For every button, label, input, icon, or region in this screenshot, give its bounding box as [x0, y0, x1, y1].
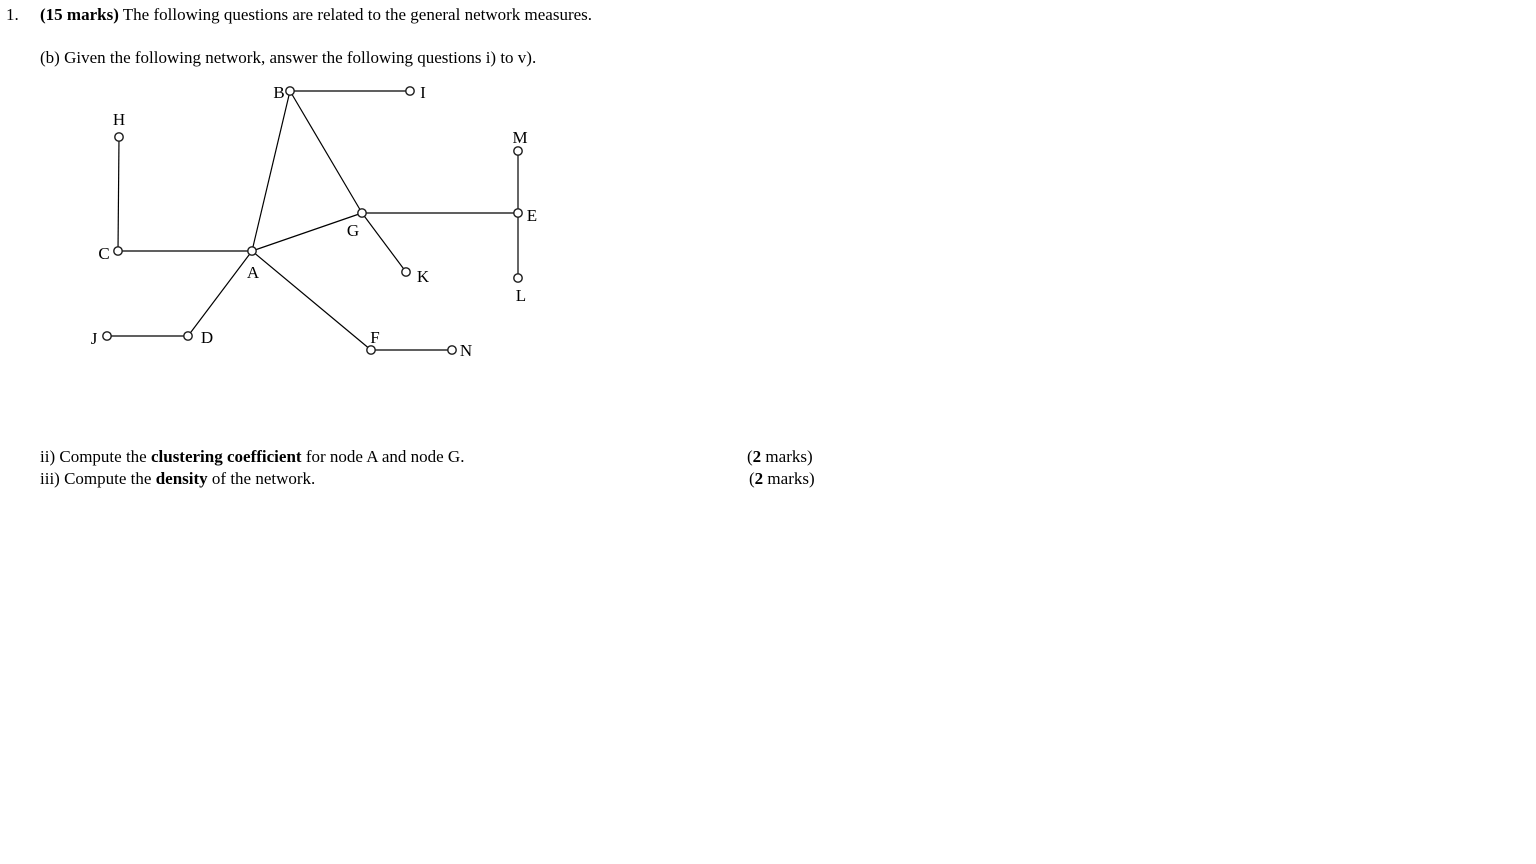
question-number: 1. [6, 5, 19, 24]
node-b [286, 87, 294, 95]
subquestion-iii-suffix: of the network. [207, 469, 316, 488]
node-label-g: G [346, 221, 360, 240]
subquestion-ii [40, 446, 464, 468]
subquestion-iii [40, 468, 315, 490]
node-label-h: H [112, 110, 126, 129]
node-j [103, 332, 111, 340]
node-label-f: F [370, 328, 380, 347]
subquestion-ii-marks [747, 446, 813, 468]
subquestion-ii-term: clustering coefficient [150, 447, 302, 466]
marks-iii-rest: marks) [763, 469, 815, 488]
node-k [402, 268, 410, 276]
subquestion-ii-suffix: for node A and node G. [301, 447, 465, 466]
node-label-i: I [420, 83, 426, 102]
marks-iii-number: 2 [754, 469, 764, 488]
question-marks: (15 marks) [40, 5, 119, 24]
edge-b-a [252, 91, 290, 251]
network-edges [107, 91, 518, 350]
edge-a-g [252, 213, 362, 251]
subquestion-iii-marks [749, 468, 815, 490]
node-label-a: A [246, 263, 260, 282]
question-header-text: The following questions are related to the general network measures. [118, 5, 593, 24]
network-diagram [0, 0, 700, 400]
node-a [248, 247, 256, 255]
edge-b-g [290, 91, 362, 213]
node-h [115, 133, 123, 141]
subquestion-ii-prefix: ii) Compute the [40, 447, 151, 466]
node-l [514, 274, 522, 282]
node-f [367, 346, 375, 354]
node-d [184, 332, 192, 340]
subquestion-iii-prefix: iii) Compute the [40, 469, 156, 488]
node-n [448, 346, 456, 354]
node-label-k: K [416, 267, 430, 286]
subquestion-iii-term: density [155, 469, 208, 488]
node-label-e: E [526, 206, 538, 225]
marks-ii-open: ( [747, 447, 753, 466]
network-node-labels [91, 83, 538, 360]
edge-h-c [118, 137, 119, 251]
node-label-m: M [512, 128, 528, 147]
node-i [406, 87, 414, 95]
edge-g-k [362, 213, 406, 272]
edge-a-f [252, 251, 371, 350]
marks-ii-rest: marks) [761, 447, 813, 466]
network-nodes [103, 87, 522, 354]
node-m [514, 147, 522, 155]
edge-a-d [188, 251, 252, 336]
node-label-c: C [98, 244, 110, 263]
node-g [358, 209, 366, 217]
marks-iii-open: ( [749, 469, 755, 488]
part-b-intro: (b) Given the following network, answer the following questions i) to v). [40, 48, 537, 67]
node-e [514, 209, 522, 217]
node-label-j: J [90, 329, 98, 348]
node-label-d: D [200, 328, 214, 347]
node-label-n: N [459, 341, 473, 360]
marks-ii-number: 2 [752, 447, 762, 466]
node-c [114, 247, 122, 255]
node-label-l: L [515, 286, 527, 305]
node-label-b: B [273, 83, 285, 102]
